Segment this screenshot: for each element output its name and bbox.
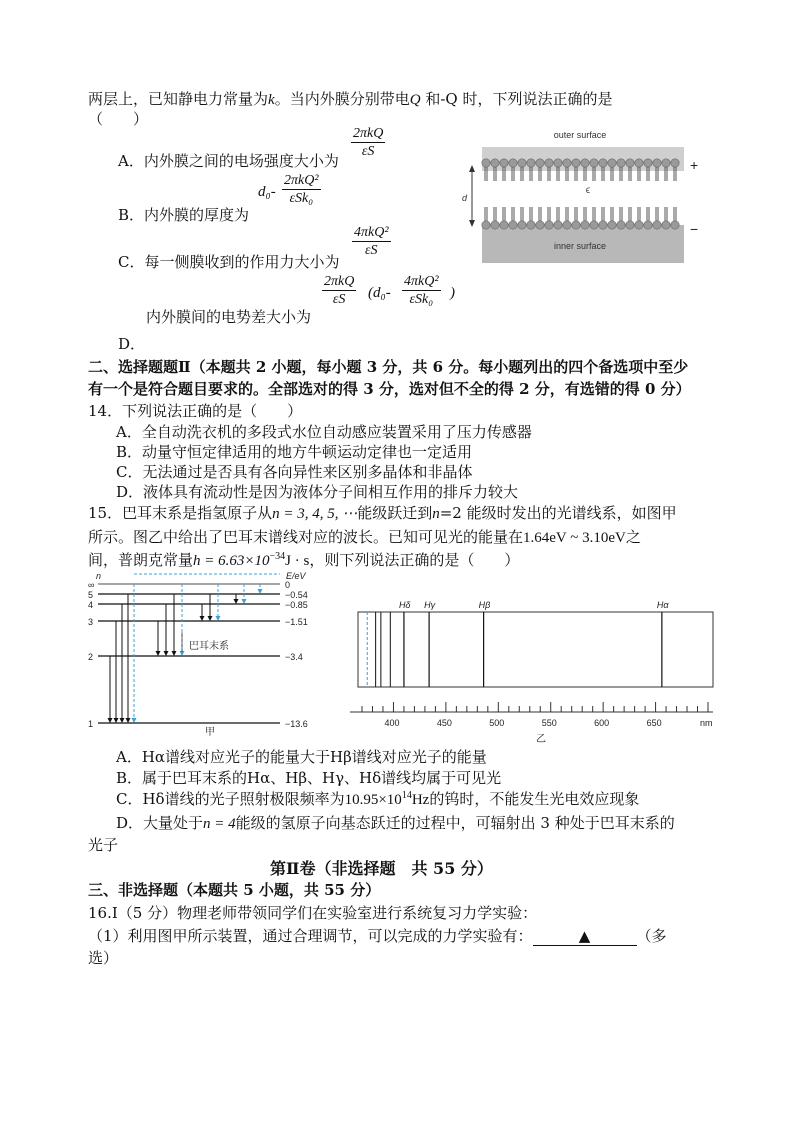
wavelength-tick-label: 650 <box>646 718 662 728</box>
transition-arrowhead <box>108 718 113 723</box>
q13-k: k <box>268 92 275 108</box>
spectral-line-label: Hβ <box>478 600 491 610</box>
transition-arrowhead <box>234 599 239 604</box>
q13-stem-line <box>88 88 612 109</box>
q13-A-fraction: 2πkQ εS <box>353 126 384 159</box>
lipid-head <box>644 221 652 229</box>
level-n-label: 5 <box>88 590 94 600</box>
lipid-head <box>491 159 499 167</box>
lipid-head <box>545 221 553 229</box>
wavelength-tick-label: 500 <box>489 718 505 728</box>
level-energy-label: −0.85 <box>285 600 308 610</box>
lipid-head <box>482 221 490 229</box>
lipid-head <box>518 159 526 167</box>
spectral-line-label: Hα <box>656 600 669 610</box>
level-n-label: 1 <box>88 719 94 729</box>
lipid-head <box>554 221 562 229</box>
q13-stem-text: 两层上，已知静电力常量为 <box>88 90 269 108</box>
transition-arrowhead <box>216 616 221 621</box>
lipid-head <box>608 221 616 229</box>
lipid-head <box>536 159 544 167</box>
balmer-spectrum <box>348 594 720 744</box>
transition-arrowhead <box>156 651 161 656</box>
lipid-head <box>572 159 580 167</box>
lipid-head <box>671 159 679 167</box>
q15-option-C: C．Hδ谱线的光子照射极限频率为$10.95\times 10^{14}Hz$的钨时，不能发生光电效应现象 <box>116 790 640 808</box>
transition-arrowhead <box>242 599 247 604</box>
transition-arrowhead <box>164 651 169 656</box>
lipid-head <box>662 159 670 167</box>
q14-option-A: A．全自动洗衣机的多段式水位自动感应装置采用了压力传感器 <box>116 423 532 441</box>
lipid-head <box>554 159 562 167</box>
figure-yi-caption: 乙 <box>536 734 546 744</box>
spectral-line-label: Hδ <box>398 600 411 610</box>
q15-line2: 所示。图乙中给出了巴耳末谱线对应的波长。已知可见光的能量在1.64eV ~ 3.10eV之 <box>88 528 641 546</box>
q16-line2: （1）利用图甲所示装置，通过合理调节，可以完成的力学实验有： ▲ （多 <box>88 927 667 945</box>
transition-arrowhead <box>200 616 205 621</box>
lipid-head <box>617 221 625 229</box>
wavelength-tick-label: 600 <box>594 718 610 728</box>
lipid-head <box>509 159 517 167</box>
q13-D-text: 内外膜间的电势差大小为 <box>146 308 312 326</box>
spectral-line-label: Hγ <box>424 600 436 610</box>
lipid-head <box>572 221 580 229</box>
level-energy-label: −13.6 <box>285 719 308 729</box>
wavelength-tick-label: 550 <box>541 718 557 728</box>
transition-arrowhead <box>114 718 119 723</box>
q15-option-D: D．大量处于n = 4能级的氢原子向基态跃迁的过程中，可辐射出 3 种处于巴耳末系的 <box>116 814 675 832</box>
level-n-label: ∞ <box>88 580 95 590</box>
lipid-head <box>662 221 670 229</box>
q16-line1: 16.Ⅰ（5 分）物理老师带领同学们在实验室进行系统复习力学实验： <box>88 904 538 922</box>
transition-arrowhead <box>208 616 213 621</box>
transition-arrowhead <box>172 651 177 656</box>
epsilon-symbol: ϵ <box>585 185 591 196</box>
membrane-figure <box>462 125 712 267</box>
lipid-head <box>590 159 598 167</box>
lipid-head <box>626 159 634 167</box>
lipid-head <box>581 159 589 167</box>
transition-arrowhead <box>120 718 125 723</box>
lipid-head <box>563 159 571 167</box>
level-energy-label: −0.54 <box>285 590 308 600</box>
level-n-label: 4 <box>88 600 94 610</box>
section2-title-line1: 二、选择题题Ⅱ（本题共 2 小题，每小题 3 分，共 6 分。每小题列出的四个备选项中至少 <box>88 358 689 376</box>
q13-paren: （ ） <box>88 110 149 128</box>
q15-option-B: B．属于巴耳末系的Hα、Hβ、Hγ、Hδ谱线均属于可见光 <box>116 769 502 787</box>
figure-jia-caption: 甲 <box>205 727 215 736</box>
q13-option-C: C．每一侧膜收到的作用力大小为 <box>118 253 340 271</box>
q15-option-A: A．Hα谱线对应光子的能量大于Hβ谱线对应光子的能量 <box>116 748 487 766</box>
lipid-head <box>626 221 634 229</box>
plus-sign: + <box>690 157 699 173</box>
lipid-head <box>599 159 607 167</box>
lipid-head <box>590 221 598 229</box>
lipid-head <box>482 159 490 167</box>
answer-blank[interactable]: ▲ <box>533 927 637 946</box>
q13-option-B: B．内外膜的厚度为 <box>118 206 250 224</box>
q13-D-end: ) <box>450 285 455 301</box>
minus-sign: − <box>690 221 699 237</box>
inner-surface-label: inner surface <box>553 241 607 251</box>
lipid-head <box>608 159 616 167</box>
energy-axis-label: E/eV <box>286 571 306 581</box>
transition-arrowhead <box>132 718 137 723</box>
q13-B-fraction: 2πkQ² εSk₀ <box>284 173 319 206</box>
level-n-label: 3 <box>88 617 94 627</box>
lipid-head <box>653 159 661 167</box>
q14-stem: 14．下列说法正确的是（ ） <box>88 402 303 420</box>
lipid-head <box>527 159 535 167</box>
lipid-head <box>545 159 553 167</box>
q15-option-D-cont: 光子 <box>88 836 119 854</box>
lipid-head <box>635 159 643 167</box>
level-n-label: 2 <box>88 652 94 662</box>
q16-line3: 选） <box>88 949 119 967</box>
lipid-head <box>518 221 526 229</box>
transition-arrowhead <box>126 718 131 723</box>
lipid-head <box>644 159 652 167</box>
level-energy-label: −1.51 <box>285 617 308 627</box>
q13-D-mid: (d₀- <box>368 285 391 301</box>
q13-D-fraction-2: 4πkQ² εSk₀ <box>404 274 439 307</box>
energy-level-diagram <box>84 568 324 736</box>
q14-option-C: C．无法通过是否具有各向异性来区别多晶体和非晶体 <box>116 463 473 481</box>
wavelength-tick-label: 450 <box>436 718 452 728</box>
level-energy-label: −3.4 <box>285 652 303 662</box>
q14-option-D: D．液体具有流动性是因为液体分子间相互作用的排斥力较大 <box>116 483 519 501</box>
wavelength-tick-label: 400 <box>384 718 400 728</box>
wavelength-unit: nm <box>700 718 713 728</box>
q13-option-A: A．内外膜之间的电场强度大小为 <box>118 152 339 170</box>
part2-title: 第Ⅱ卷（非选择题 共 55 分） <box>270 859 493 878</box>
q13-D-fraction-1: 2πkQ εS <box>324 274 355 307</box>
lipid-head <box>599 221 607 229</box>
lipid-head <box>563 221 571 229</box>
lipid-head <box>617 159 625 167</box>
lipid-head <box>635 221 643 229</box>
thickness-d-label: d <box>462 193 468 203</box>
q13-stem-text-b: 。当内外膜分别带电 <box>274 90 410 108</box>
q13-B-prefix: d₀- <box>258 184 276 200</box>
q13-C-fraction: 4πkQ² εS <box>354 225 389 258</box>
lipid-head <box>509 221 517 229</box>
transition-arrowhead <box>258 589 263 594</box>
spectrum-frame <box>358 612 713 687</box>
section2-title-line2: 有一个是符合题目要求的。全部选对的得 3 分，选对但不全的得 2 分，有选错的得 0 分） <box>88 380 691 398</box>
level-energy-label: 0 <box>285 580 291 590</box>
outer-surface-label: outer surface <box>553 130 607 140</box>
section3-title: 三、非选择题（本题共 5 小题，共 55 分） <box>88 881 381 899</box>
q13-Q: Q <box>409 92 421 108</box>
balmer-series-label: 巴耳末系 <box>189 641 229 652</box>
n-axis-label: n <box>96 571 102 581</box>
q13-stem-text-c: 和-Q 时，下列说法正确的是 <box>420 90 613 108</box>
q14-option-B: B．动量守恒定律适用的地方牛顿运动定律也一定适用 <box>116 443 473 461</box>
lipid-head <box>671 221 679 229</box>
lipid-head <box>527 221 535 229</box>
lipid-head <box>581 221 589 229</box>
q15-line1: 15．巴耳末系是指氢原子从n = 3, 4, 5, ⋯能级跃迁到n=2 能级时发出的光谱线系，如图甲 <box>88 504 677 522</box>
lipid-head <box>536 221 544 229</box>
lipid-head <box>500 159 508 167</box>
lipid-head <box>491 221 499 229</box>
lipid-head <box>500 221 508 229</box>
q15-line3: 间，普朗克常量$h = 6.63\times 10^{-34}J \cdot s$，则下列说法正确的是（ ） <box>88 551 520 569</box>
q13-option-D: D． <box>118 335 146 353</box>
lipid-head <box>653 221 661 229</box>
